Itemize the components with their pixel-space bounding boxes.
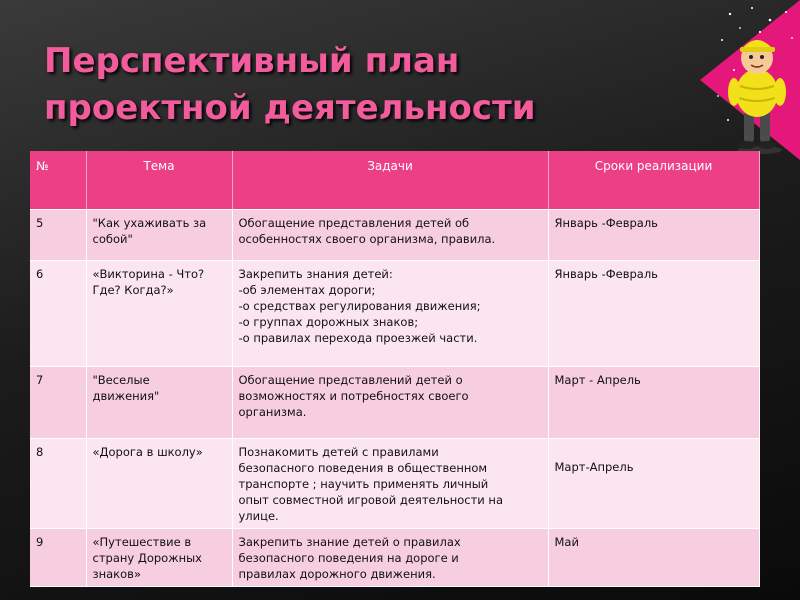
row-period: Январь -Февраль [548, 261, 759, 367]
table-row [30, 261, 759, 367]
row-tasks: Закрепить знание детей о правилах безопасного поведения на дороге и правилах дорожного движения. [232, 529, 548, 587]
row-period: Март-Апрель [548, 439, 759, 529]
row-number: 6 [30, 261, 86, 367]
header-number: № [30, 151, 86, 210]
header-tasks: Задачи [232, 151, 548, 210]
slide-title [44, 38, 664, 132]
row-period: Январь -Февраль [548, 210, 759, 261]
table-row [30, 529, 759, 587]
table-row [30, 210, 759, 261]
row-number: 9 [30, 529, 86, 587]
header-period: Сроки реализации [548, 151, 759, 210]
row-topic: "Как ухаживать за собой" [86, 210, 232, 261]
row-number: 7 [30, 367, 86, 439]
row-tasks: Обогащение представления детей об особенностях своего организма, правила. [232, 210, 548, 261]
table-row [30, 439, 759, 529]
row-period: Май [548, 529, 759, 587]
row-period: Март - Апрель [548, 367, 759, 439]
row-topic: "Веселые движения" [86, 367, 232, 439]
project-plan-table [30, 151, 760, 587]
row-number: 8 [30, 439, 86, 529]
row-topic: «Викторина - Что? Где? Когда?» [86, 261, 232, 367]
row-topic: «Дорога в школу» [86, 439, 232, 529]
row-tasks: Познакомить детей с правилами безопасного поведения в общественном транспорте ; научить применять личный опыт совместной игровой деятельности на улице. [232, 439, 548, 529]
table-row [30, 367, 759, 439]
row-number: 5 [30, 210, 86, 261]
cartoon-boy-decoration [700, 0, 800, 160]
title-line-2: проектной деятельности [44, 88, 536, 128]
row-tasks: Обогащение представлений детей о возможностях и потребностях своего организма. [232, 367, 548, 439]
header-topic: Тема [86, 151, 232, 210]
row-tasks: Закрепить знания детей: -об элементах дороги; -о средствах регулирования движения; -о группах дорожных знаков; -о правилах перехода проезжей части. [232, 261, 548, 367]
title-line-1: Перспективный план [44, 41, 460, 81]
row-topic: «Путешествие в страну Дорожных знаков» [86, 529, 232, 587]
table-header-row [30, 151, 759, 210]
